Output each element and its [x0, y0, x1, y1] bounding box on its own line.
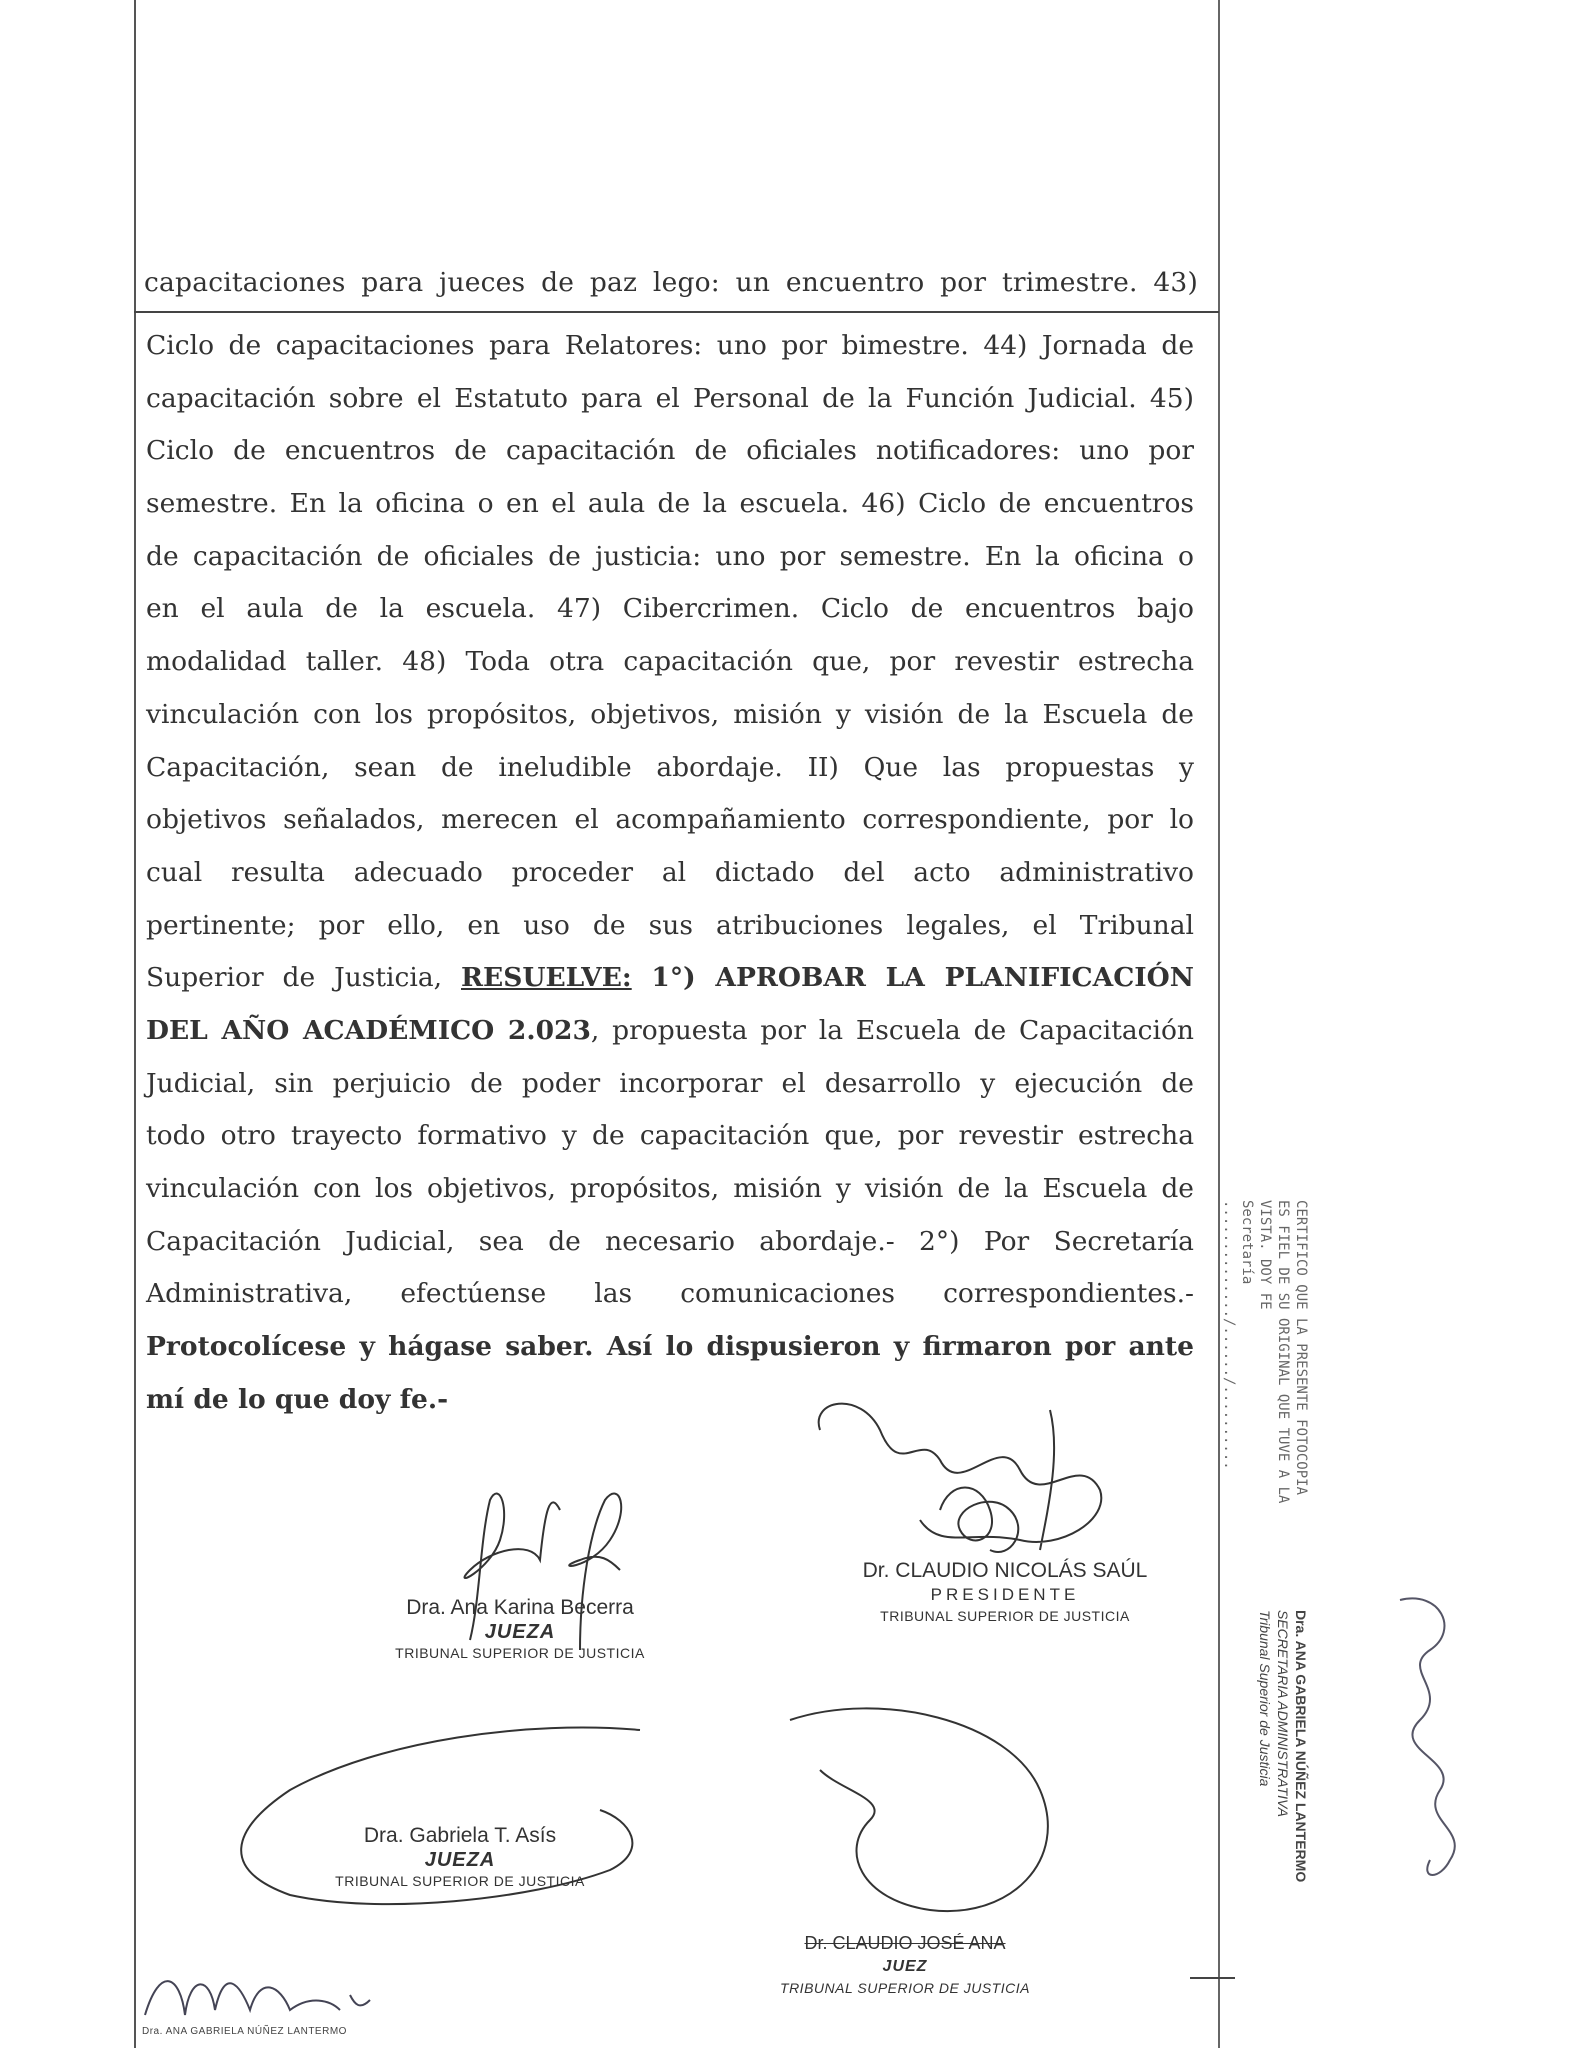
text-line [134, 794, 1194, 847]
text-segment: semestre. En la oficina o en el aula de la escuela. 46) Ciclo de encuentros [146, 488, 1194, 520]
signer-court: TRIBUNAL SUPERIOR DE JUSTICIA [880, 1608, 1130, 1624]
seal-line-2: SECRETARIA ADMINISTRATIVA [1275, 1610, 1291, 1817]
seal-line-3: Tribunal Superior de Justicia [1257, 1610, 1273, 1787]
text-line [134, 373, 1194, 426]
text-segment: en el aula de la escuela. 47) Cibercrimen. Ciclo de encuentros bajo [146, 593, 1194, 625]
signer-court: TRIBUNAL SUPERIOR DE JUSTICIA [395, 1645, 645, 1661]
cert-line-3: VISTA. DOY FE [1257, 1200, 1273, 1310]
certification-stamp [1220, 1200, 1310, 1540]
text-segment: vinculación con los objetivos, propósitos, misión y visión de la Escuela de [146, 1173, 1194, 1204]
text-segment: vinculación con los propósitos, objetivos, misión y visión de la Escuela de [146, 698, 1194, 730]
text-line [134, 636, 1194, 689]
signature-block-ana [760, 1930, 1050, 1998]
resolution-body [134, 320, 1194, 1426]
text-line [134, 1268, 1194, 1321]
text-line [134, 1058, 1194, 1111]
footer-stamp: Dra. ANA GABRIELA NÚÑEZ LANTERMO [142, 2026, 347, 2037]
signer-court: TRIBUNAL SUPERIOR DE JUSTICIA [780, 1980, 1030, 1996]
cert-line-2: ES FIEL DE SU ORIGINAL QUE TUVE A LA [1275, 1200, 1291, 1504]
text-line [134, 952, 1194, 1005]
signer-role: JUEZA [484, 1621, 556, 1643]
text-segment: Ciclo de encuentros de capacitación de oficiales notificadores: uno por [146, 435, 1194, 467]
text-segment: mí de lo que doy fe.- [146, 1383, 449, 1415]
text-line [134, 583, 1194, 636]
cert-line-1: CERTIFICO QUE LA PRESENTE FOTOCOPIA [1293, 1200, 1309, 1496]
text-line [134, 689, 1194, 742]
cert-line-4: Secretaría ............../....../.......... [1221, 1200, 1255, 1470]
text-line [134, 531, 1194, 584]
signer-name: Dra. Ana Karina Becerra [406, 1596, 634, 1619]
text-segment: Superior de Justicia, [146, 962, 461, 994]
signer-name: Dra. Gabriela T. Asís [363, 1824, 557, 1847]
text-segment: Judicial, sin perjuicio de poder incorporar el desarrollo y ejecución de [146, 1067, 1194, 1099]
signer-role: JUEZA [424, 1849, 496, 1871]
text-segment: todo otro trayecto formativo y de capacitación que, por revestir estrecha [146, 1120, 1194, 1152]
signer-role: PRESIDENTE [930, 1585, 1080, 1604]
text-segment: cual resulta adecuado proceder al dictado del acto administrativo [146, 856, 1194, 888]
text-line [134, 742, 1194, 795]
text-line [134, 1321, 1194, 1374]
text-segment: Ciclo de capacitaciones para Relatores: uno por bimestre. 44) Jornada de [146, 330, 1194, 361]
text-segment: RESUELVE: [461, 962, 632, 994]
text-line [134, 478, 1194, 531]
resolution-text-top [134, 262, 1198, 304]
secretary-seal [1256, 1610, 1310, 1882]
text-segment: de capacitación de oficiales de justicia: uno por semestre. En la oficina o [146, 540, 1194, 572]
text-line [134, 847, 1194, 900]
text-segment: Capacitación, sean de ineludible abordaje. II) Que las propuestas y [146, 751, 1194, 783]
text-line-top: capacitaciones para jueces de paz lego: un encuentro por trimestre. 43) [144, 267, 1198, 298]
signer-role: JUEZ [882, 1958, 928, 1975]
text-segment: modalidad taller. 48) Toda otra capacitación que, por revestir estrecha [146, 646, 1194, 678]
signer-name: Dr. CLAUDIO NICOLÁS SAÚL [862, 1559, 1148, 1582]
text-line [134, 1005, 1194, 1058]
text-segment: 1°) APROBAR LA PLANIFICACIÓN [631, 962, 1194, 994]
signer-name: Dr. CLAUDIO JOSÉ ANA [804, 1933, 1006, 1953]
text-line [134, 425, 1194, 478]
separator-rule [134, 311, 1219, 313]
text-line [134, 1163, 1194, 1216]
signature-block-saul [860, 1558, 1150, 1626]
signature-block-asis [310, 1823, 610, 1891]
signature-block-becerra [370, 1595, 670, 1663]
bottom-rule [1190, 1977, 1235, 1979]
text-segment: capacitación sobre el Estatuto para el Personal de la Función Judicial. 45) [146, 382, 1194, 414]
text-segment: , propuesta por la Escuela de Capacitación [590, 1014, 1194, 1046]
text-segment: objetivos señalados, merecen el acompañamiento correspondiente, por lo [146, 804, 1194, 836]
text-segment: Protocolícese y hágase saber. Así lo dispusieron y firmaron por ante [146, 1331, 1194, 1363]
signature-scribble-nunez [1380, 1590, 1480, 1890]
text-segment: Capacitación Judicial, sea de necesario abordaje.- 2°) Por Secretaría [146, 1225, 1194, 1257]
text-line [134, 320, 1194, 373]
seal-line-1: Dra. ANA GABRIELA NÚÑEZ LANTERMO [1293, 1610, 1309, 1883]
text-segment: Administrativa, efectúense las comunicaciones correspondientes.- [146, 1278, 1194, 1310]
text-segment: DEL AÑO ACADÉMICO 2.023 [146, 1014, 591, 1046]
signer-court: TRIBUNAL SUPERIOR DE JUSTICIA [335, 1873, 585, 1889]
text-segment: pertinente; por ello, en uso de sus atribuciones legales, el Tribunal [146, 909, 1194, 941]
signature-scribble-ana [780, 1700, 1050, 1940]
page-margin-line-right [1218, 0, 1220, 2048]
text-line [134, 900, 1194, 953]
text-line [134, 1110, 1194, 1163]
signature-scribble-footer [140, 1955, 380, 2025]
text-line [134, 1216, 1194, 1269]
